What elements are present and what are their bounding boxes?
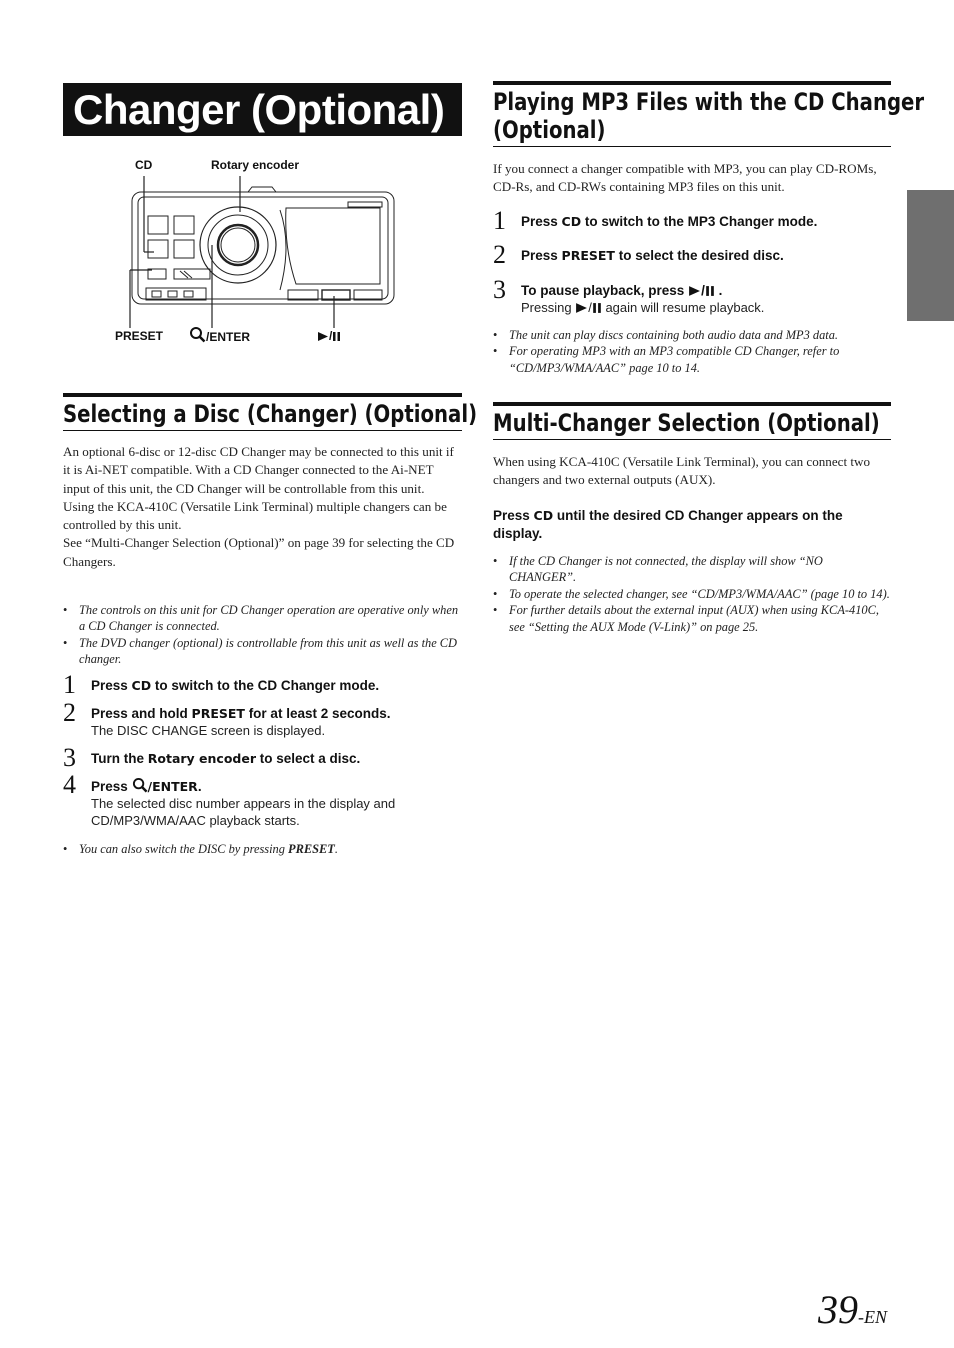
paragraph: Using the KCA-410C (Versatile Link Terminal) multiple changers can be controlled by this unit. [63,498,447,533]
step-number: 2 [493,240,506,269]
multi-instruction: Press CD until the desired CD Changer appears on the display. [493,508,843,541]
step-number: 4 [63,770,76,799]
step-title: Press /ENTER. [91,779,202,794]
key-preset: PRESET [191,706,245,721]
step-number: 1 [493,206,506,235]
page-number [818,1286,887,1333]
label-enter [189,326,250,344]
step-number: 2 [63,698,76,727]
multi-intro: When using KCA-410C (Versatile Link Terminal), you can connect two changers and two external outputs (AUX). [493,454,871,488]
search-icon [132,777,148,793]
label-preset: PRESET [115,329,164,343]
section-tab-marker [907,190,954,321]
key-cd: CD [131,678,152,693]
section-heading-multi-text: Multi-Changer Selection (Optional) [493,409,880,437]
note-item: • For further details about the external input (AUX) when using KCA-410C, see “Setting the AUX Mode (V-Link)” on page 25. [493,602,891,635]
step-title: Press CD to switch to the CD Changer mode. [91,678,380,693]
section-heading-mp3-line1: Playing MP3 Files with the CD Changer [493,88,925,116]
key-preset: PRESET [561,248,615,263]
note-item: • You can also switch the DISC by pressing PRESET. [63,841,462,857]
label-enter-text: /ENTER [206,330,251,344]
paragraph: See “Multi-Changer Selection (Optional)” on page 39 for selecting the CD Changers. [63,535,455,569]
note-item: • For operating MP3 with an MP3 compatible CD Changer, refer to “CD/MP3/WMA/AAC” page 10 to 14. [493,343,891,376]
multi-notes [493,553,891,635]
note-item: • The controls on this unit for CD Changer operation are operative only when a CD Changer is connected. [63,602,462,635]
play-icon [575,302,588,314]
section-heading-mp3 [493,81,925,147]
play-icon [688,285,701,297]
paragraph: An optional 6-disc or 12-disc CD Changer may be connected to this unit if it is Ai-NET compatible. With a CD Changer connected to the Ai-NET input of this unit, the CD Changer will be controllable from this unit. [63,444,454,496]
step-title: Press CD to switch to the MP3 Changer mode. [521,214,818,229]
pause-icon [332,331,341,342]
play-icon [317,331,329,342]
mp3-notes [493,327,891,376]
section-heading-mp3-line2: (Optional) [493,116,606,144]
page-number-suffix: -EN [858,1307,887,1327]
step-title: To pause playback, press / . [521,283,723,298]
label-rotary-encoder: Rotary encoder [211,158,300,172]
label-cd: CD [135,158,153,172]
step-detail: The DISC CHANGE screen is displayed. [91,723,326,738]
selecting-body [63,443,462,571]
step-title: Press and hold PRESET for at least 2 seconds. [91,706,391,721]
key-cd: CD [561,214,582,229]
step-detail: The selected disc number appears in the display and CD/MP3/WMA/AAC playback starts. [91,796,396,828]
step-detail: Pressing / again will resume playback. [521,300,765,315]
note-item: • To operate the selected changer, see “CD/MP3/WMA/AAC” (page 10 to 14). [493,586,891,602]
pause-icon [705,285,715,297]
step-title: Press PRESET to select the desired disc. [521,248,784,263]
step-number: 3 [493,275,506,304]
search-icon [189,326,206,343]
note-item: • The unit can play discs containing both audio data and MP3 data. [493,327,891,343]
step-number: 1 [63,670,76,699]
unit-diagram [110,150,440,350]
selecting-final-note [63,841,462,857]
pause-icon [592,302,602,314]
page-title: Changer (Optional) [63,83,462,136]
section-heading-selecting [63,393,478,431]
selecting-notes [63,602,462,668]
key-slash: / [701,283,705,298]
key-cd: CD [533,508,554,523]
note-item: • If the CD Changer is not connected, the display will show “NO CHANGER”. [493,553,891,586]
key-rotary: Rotary encoder [147,751,257,766]
note-item: • The DVD changer (optional) is controllable from this unit as well as the CD changer. [63,635,462,668]
label-slash: / [329,329,333,343]
section-heading-multi [493,402,891,440]
step-title: Turn the Rotary encoder to select a disc. [91,751,361,766]
faceplate-illustration [110,150,440,350]
mp3-intro: If you connect a changer compatible with MP3, you can play CD-ROMs, CD-Rs, and CD-RWs containing MP3 files on this unit. [493,161,877,195]
section-heading-selecting-text: Selecting a Disc (Changer) (Optional) [63,400,478,428]
page-number-value: 39 [818,1287,858,1332]
step-number: 3 [63,743,76,772]
label-play-pause [317,329,341,343]
key-enter: /ENTER [147,779,198,794]
